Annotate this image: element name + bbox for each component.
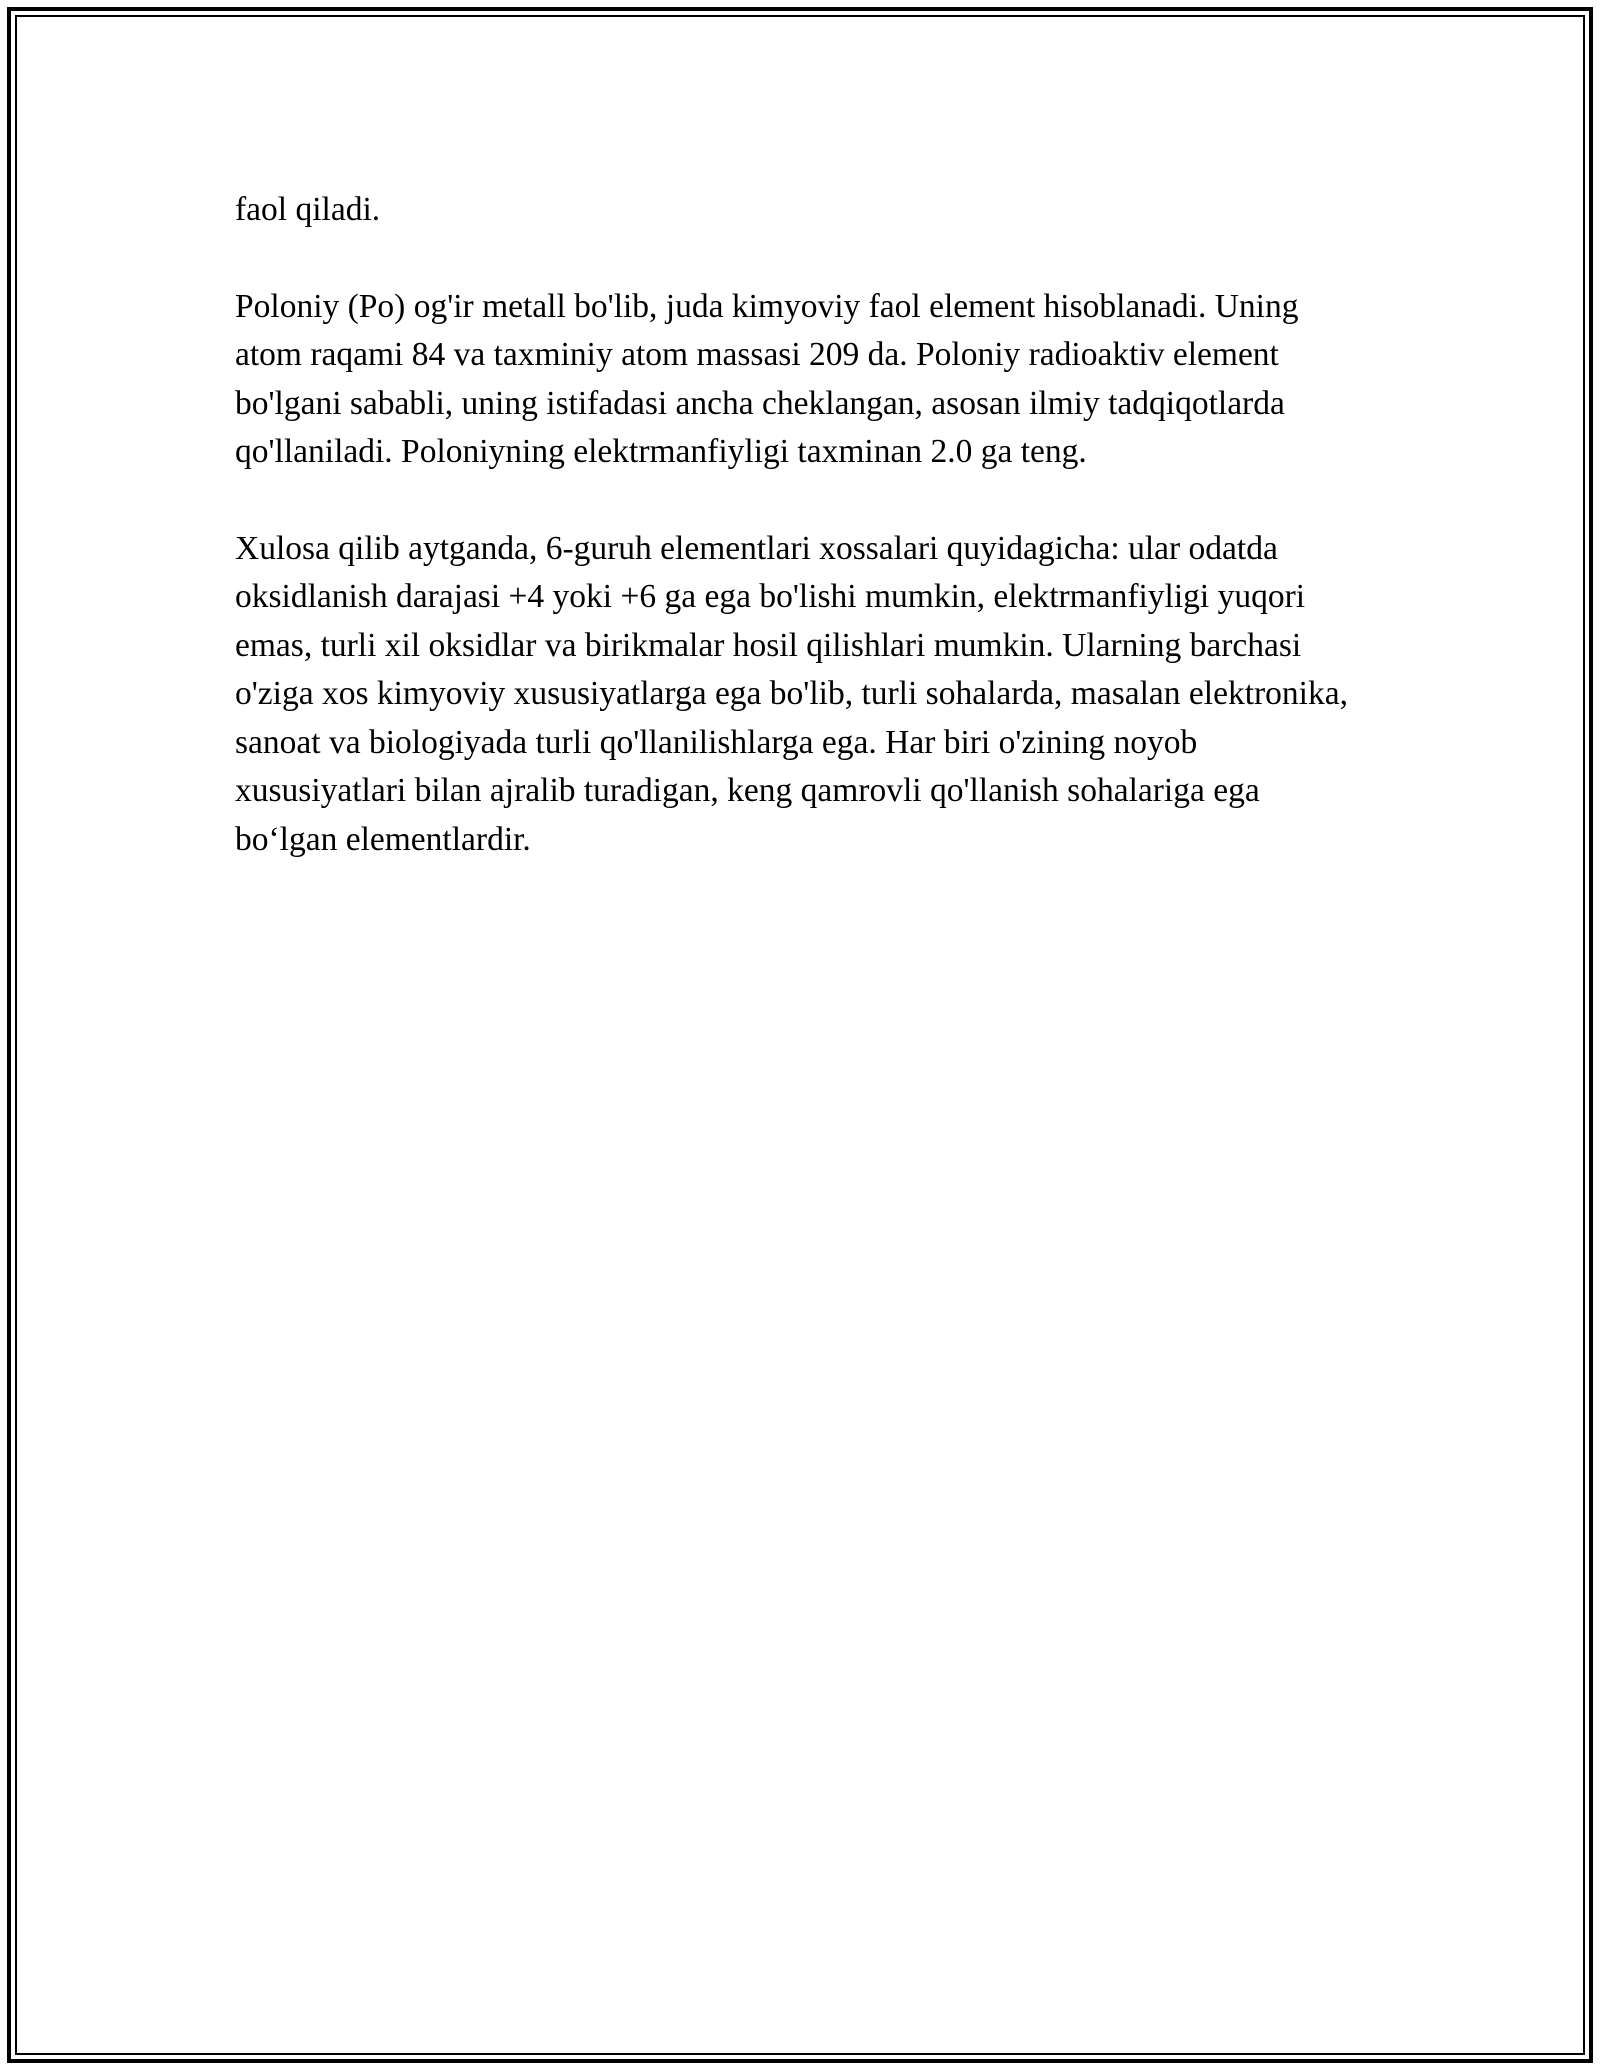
paragraph-continuation: faol qiladi. — [235, 191, 381, 228]
paragraph-conclusion: Xulosa qilib aytganda, 6-guruh elementlari xossalari quyidagicha: ular odatda oksidlanish darajasi +4 yoki +6 ga ega bo'lishi mumkin, elektrmanfiyligi yuqori emas, turli xil oksidlar va birikmalar hosil qilishlari mumkin. Ularning barchasi o'ziga xos kimyoviy xususiyatlarga ega bo'lib, turli sohalarda, masalan elektronika, sanoat va biologiyada turli qo'llanilishlarga ega. Har biri o'zining noyob xususiyatlari bilan ajralib turadigan, keng qamrovli qo'llanish sohalariga ega bo‘lgan elementlardir. — [235, 529, 1348, 858]
paragraph-polonium: Poloniy (Po) og'ir metall bo'lib, juda kimyoviy faol element hisoblanadi. Uning atom raqami 84 va taxminiy atom massasi 209 da. Poloniy radioaktiv element bo'lgani sababli, uning istifadasi ancha cheklangan, asosan ilmiy tadqiqotlarda qo'llaniladi. Poloniyning elektrmanfiyligi taxminan 2.0 ga teng. — [235, 287, 1299, 470]
document-body — [235, 186, 1365, 912]
